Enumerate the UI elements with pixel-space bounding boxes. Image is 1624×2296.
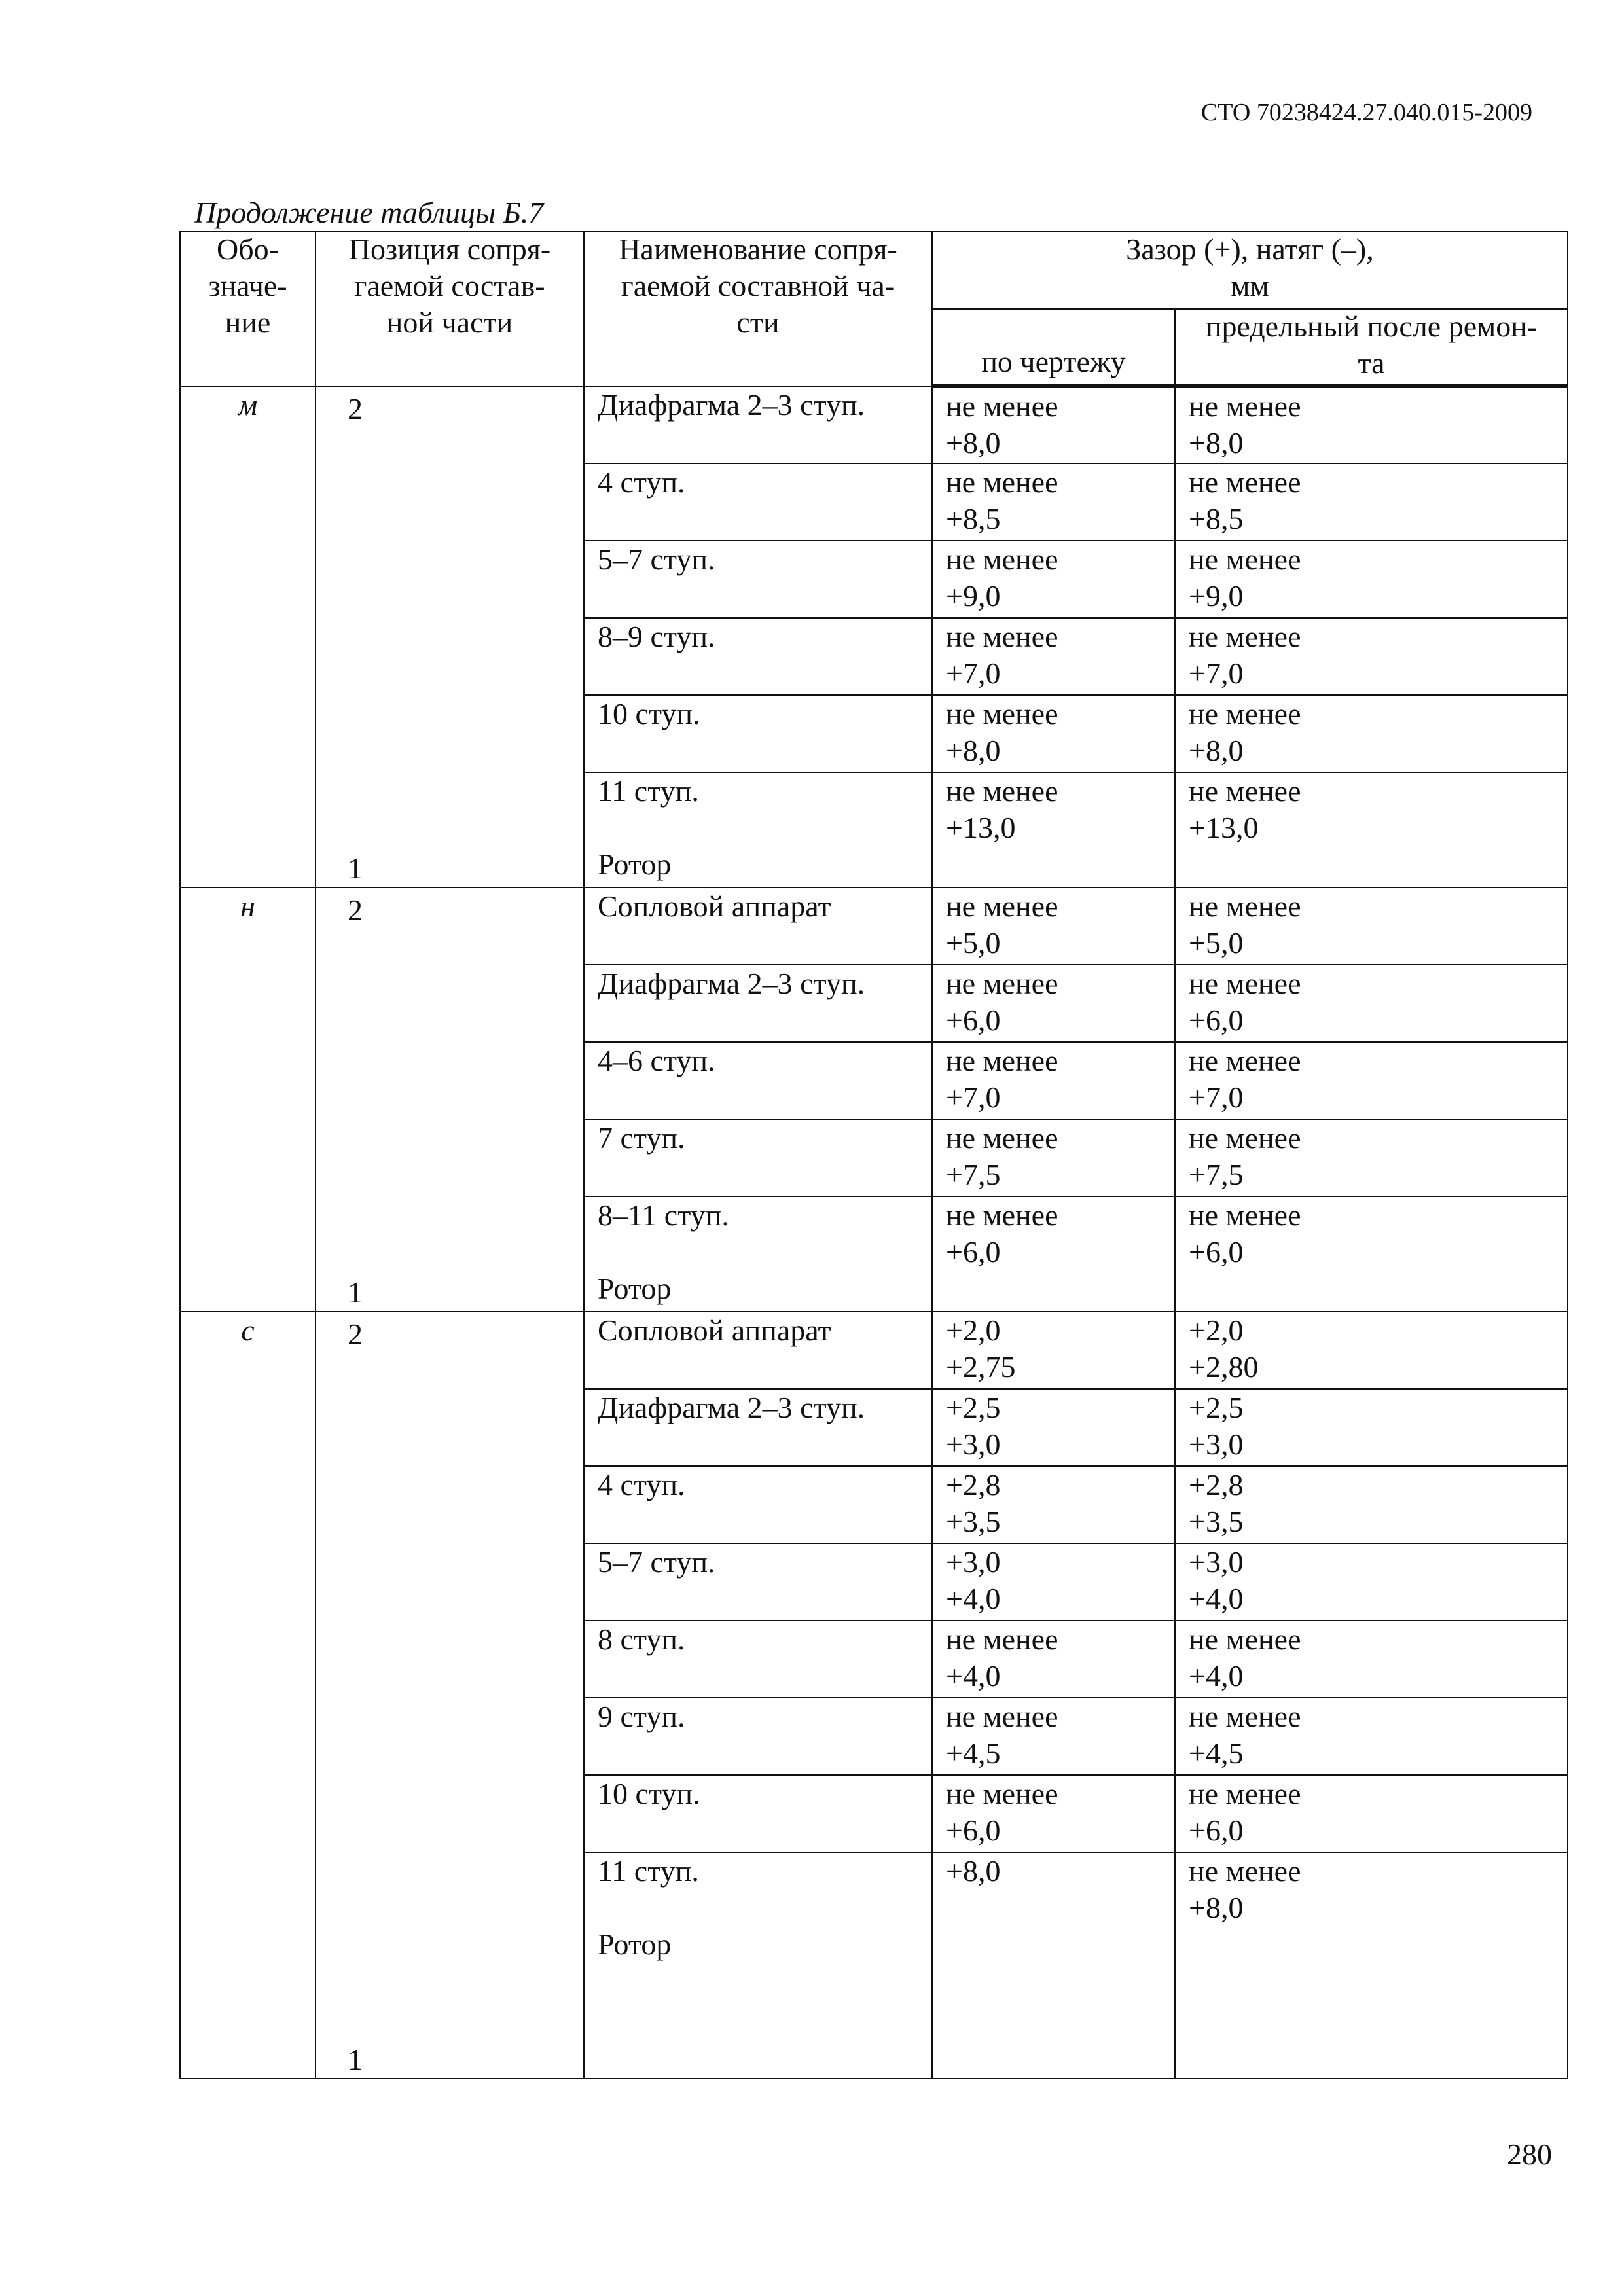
part-name-cell: 5–7 ступ. — [584, 541, 932, 618]
part-name-cell: 11 ступ. Ротор — [584, 772, 932, 888]
by-drawing-cell: не менее +4,5 — [932, 1698, 1175, 1775]
by-drawing-cell: не менее +6,0 — [932, 1775, 1175, 1852]
position-top: 2 — [348, 1318, 363, 1351]
limit-cell: +3,0 +4,0 — [1175, 1543, 1568, 1621]
limit-cell: не менее +7,5 — [1175, 1119, 1568, 1196]
limit-cell: не менее +6,0 — [1175, 1196, 1568, 1312]
part-name-cell: 8–9 ступ. — [584, 618, 932, 695]
limit-cell: +2,8 +3,5 — [1175, 1466, 1568, 1543]
part-name-cell: Диафрагма 2–3 ступ. — [584, 386, 932, 463]
by-drawing-cell: не менее +5,0 — [932, 888, 1175, 965]
limit-cell: не менее +6,0 — [1175, 965, 1568, 1042]
header-limit-after-repair: предельный после ремон- та — [1175, 309, 1568, 386]
part-name-cell: 8–11 ступ. Ротор — [584, 1196, 932, 1312]
limit-cell: не менее +6,0 — [1175, 1775, 1568, 1852]
by-drawing-cell: не менее +7,0 — [932, 618, 1175, 695]
table-row — [180, 386, 1568, 463]
part-name-cell: Сопловой аппарат — [584, 888, 932, 965]
part-name-cell: 10 ступ. — [584, 695, 932, 772]
page-number: 280 — [1507, 2138, 1552, 2171]
header-part-name: Наименование сопря- гаемой составной ча- сти — [584, 232, 932, 386]
by-drawing-cell: не менее +4,0 — [932, 1621, 1175, 1698]
by-drawing-cell: не менее +8,0 — [932, 695, 1175, 772]
limit-cell: не менее +8,0 — [1175, 386, 1568, 463]
document-code: СТО 70238424.27.040.015-2009 — [1200, 99, 1532, 126]
header-gap-group: Зазор (+), натяг (–), мм — [932, 232, 1568, 309]
position-cell — [316, 888, 584, 1312]
part-name-cell: 10 ступ. — [584, 1775, 932, 1852]
by-drawing-cell: не менее +7,5 — [932, 1119, 1175, 1196]
designation-cell: м — [180, 386, 316, 888]
part-name-cell: 8 ступ. — [584, 1621, 932, 1698]
table-row — [180, 888, 1568, 965]
limit-cell: не менее +8,0 — [1175, 695, 1568, 772]
limit-cell: не менее +4,5 — [1175, 1698, 1568, 1775]
by-drawing-cell: не менее +13,0 — [932, 772, 1175, 888]
by-drawing-cell: +2,5 +3,0 — [932, 1389, 1175, 1466]
part-name-cell: 4 ступ. — [584, 1466, 932, 1543]
header-designation: Обо- значе- ние — [180, 232, 316, 386]
by-drawing-cell: +8,0 — [932, 1852, 1175, 2079]
by-drawing-cell: +2,8 +3,5 — [932, 1466, 1175, 1543]
position-bottom: 1 — [348, 2043, 363, 2076]
by-drawing-cell: не менее +6,0 — [932, 965, 1175, 1042]
header-position: Позиция сопря- гаемой состав- ной части — [316, 232, 584, 386]
designation-cell: н — [180, 888, 316, 1312]
designation-cell: с — [180, 1312, 316, 2079]
limit-cell: не менее +5,0 — [1175, 888, 1568, 965]
part-name-cell: 11 ступ. Ротор — [584, 1852, 932, 2079]
by-drawing-cell: не менее +8,5 — [932, 463, 1175, 541]
part-name-cell: Диафрагма 2–3 ступ. — [584, 1389, 932, 1466]
by-drawing-cell: не менее +9,0 — [932, 541, 1175, 618]
position-bottom: 1 — [348, 1276, 363, 1309]
by-drawing-cell: не менее +8,0 — [932, 386, 1175, 463]
position-cell — [316, 1312, 584, 2079]
clearance-table — [179, 231, 1568, 2079]
part-name-cell: 4–6 ступ. — [584, 1042, 932, 1119]
position-top: 2 — [348, 893, 363, 927]
limit-cell: не менее +4,0 — [1175, 1621, 1568, 1698]
by-drawing-cell: +3,0 +4,0 — [932, 1543, 1175, 1621]
limit-cell: не менее +7,0 — [1175, 618, 1568, 695]
table-caption: Продолжение таблицы Б.7 — [194, 196, 544, 229]
part-name-cell: Диафрагма 2–3 ступ. — [584, 965, 932, 1042]
part-name-cell: 4 ступ. — [584, 463, 932, 541]
header-by-drawing: по чертежу — [932, 309, 1175, 386]
by-drawing-cell: +2,0 +2,75 — [932, 1312, 1175, 1389]
part-name-cell: 5–7 ступ. — [584, 1543, 932, 1621]
position-bottom: 1 — [348, 852, 363, 885]
part-name-cell: 9 ступ. — [584, 1698, 932, 1775]
limit-cell: не менее +7,0 — [1175, 1042, 1568, 1119]
by-drawing-cell: не менее +7,0 — [932, 1042, 1175, 1119]
limit-cell: +2,5 +3,0 — [1175, 1389, 1568, 1466]
limit-cell: не менее +8,0 — [1175, 1852, 1568, 2079]
limit-cell: не менее +9,0 — [1175, 541, 1568, 618]
table-row — [180, 1312, 1568, 1389]
part-name-cell: 7 ступ. — [584, 1119, 932, 1196]
limit-cell: не менее +8,5 — [1175, 463, 1568, 541]
position-cell — [316, 386, 584, 888]
part-name-cell: Сопловой аппарат — [584, 1312, 932, 1389]
by-drawing-cell: не менее +6,0 — [932, 1196, 1175, 1312]
limit-cell: +2,0 +2,80 — [1175, 1312, 1568, 1389]
limit-cell: не менее +13,0 — [1175, 772, 1568, 888]
position-top: 2 — [348, 392, 363, 425]
